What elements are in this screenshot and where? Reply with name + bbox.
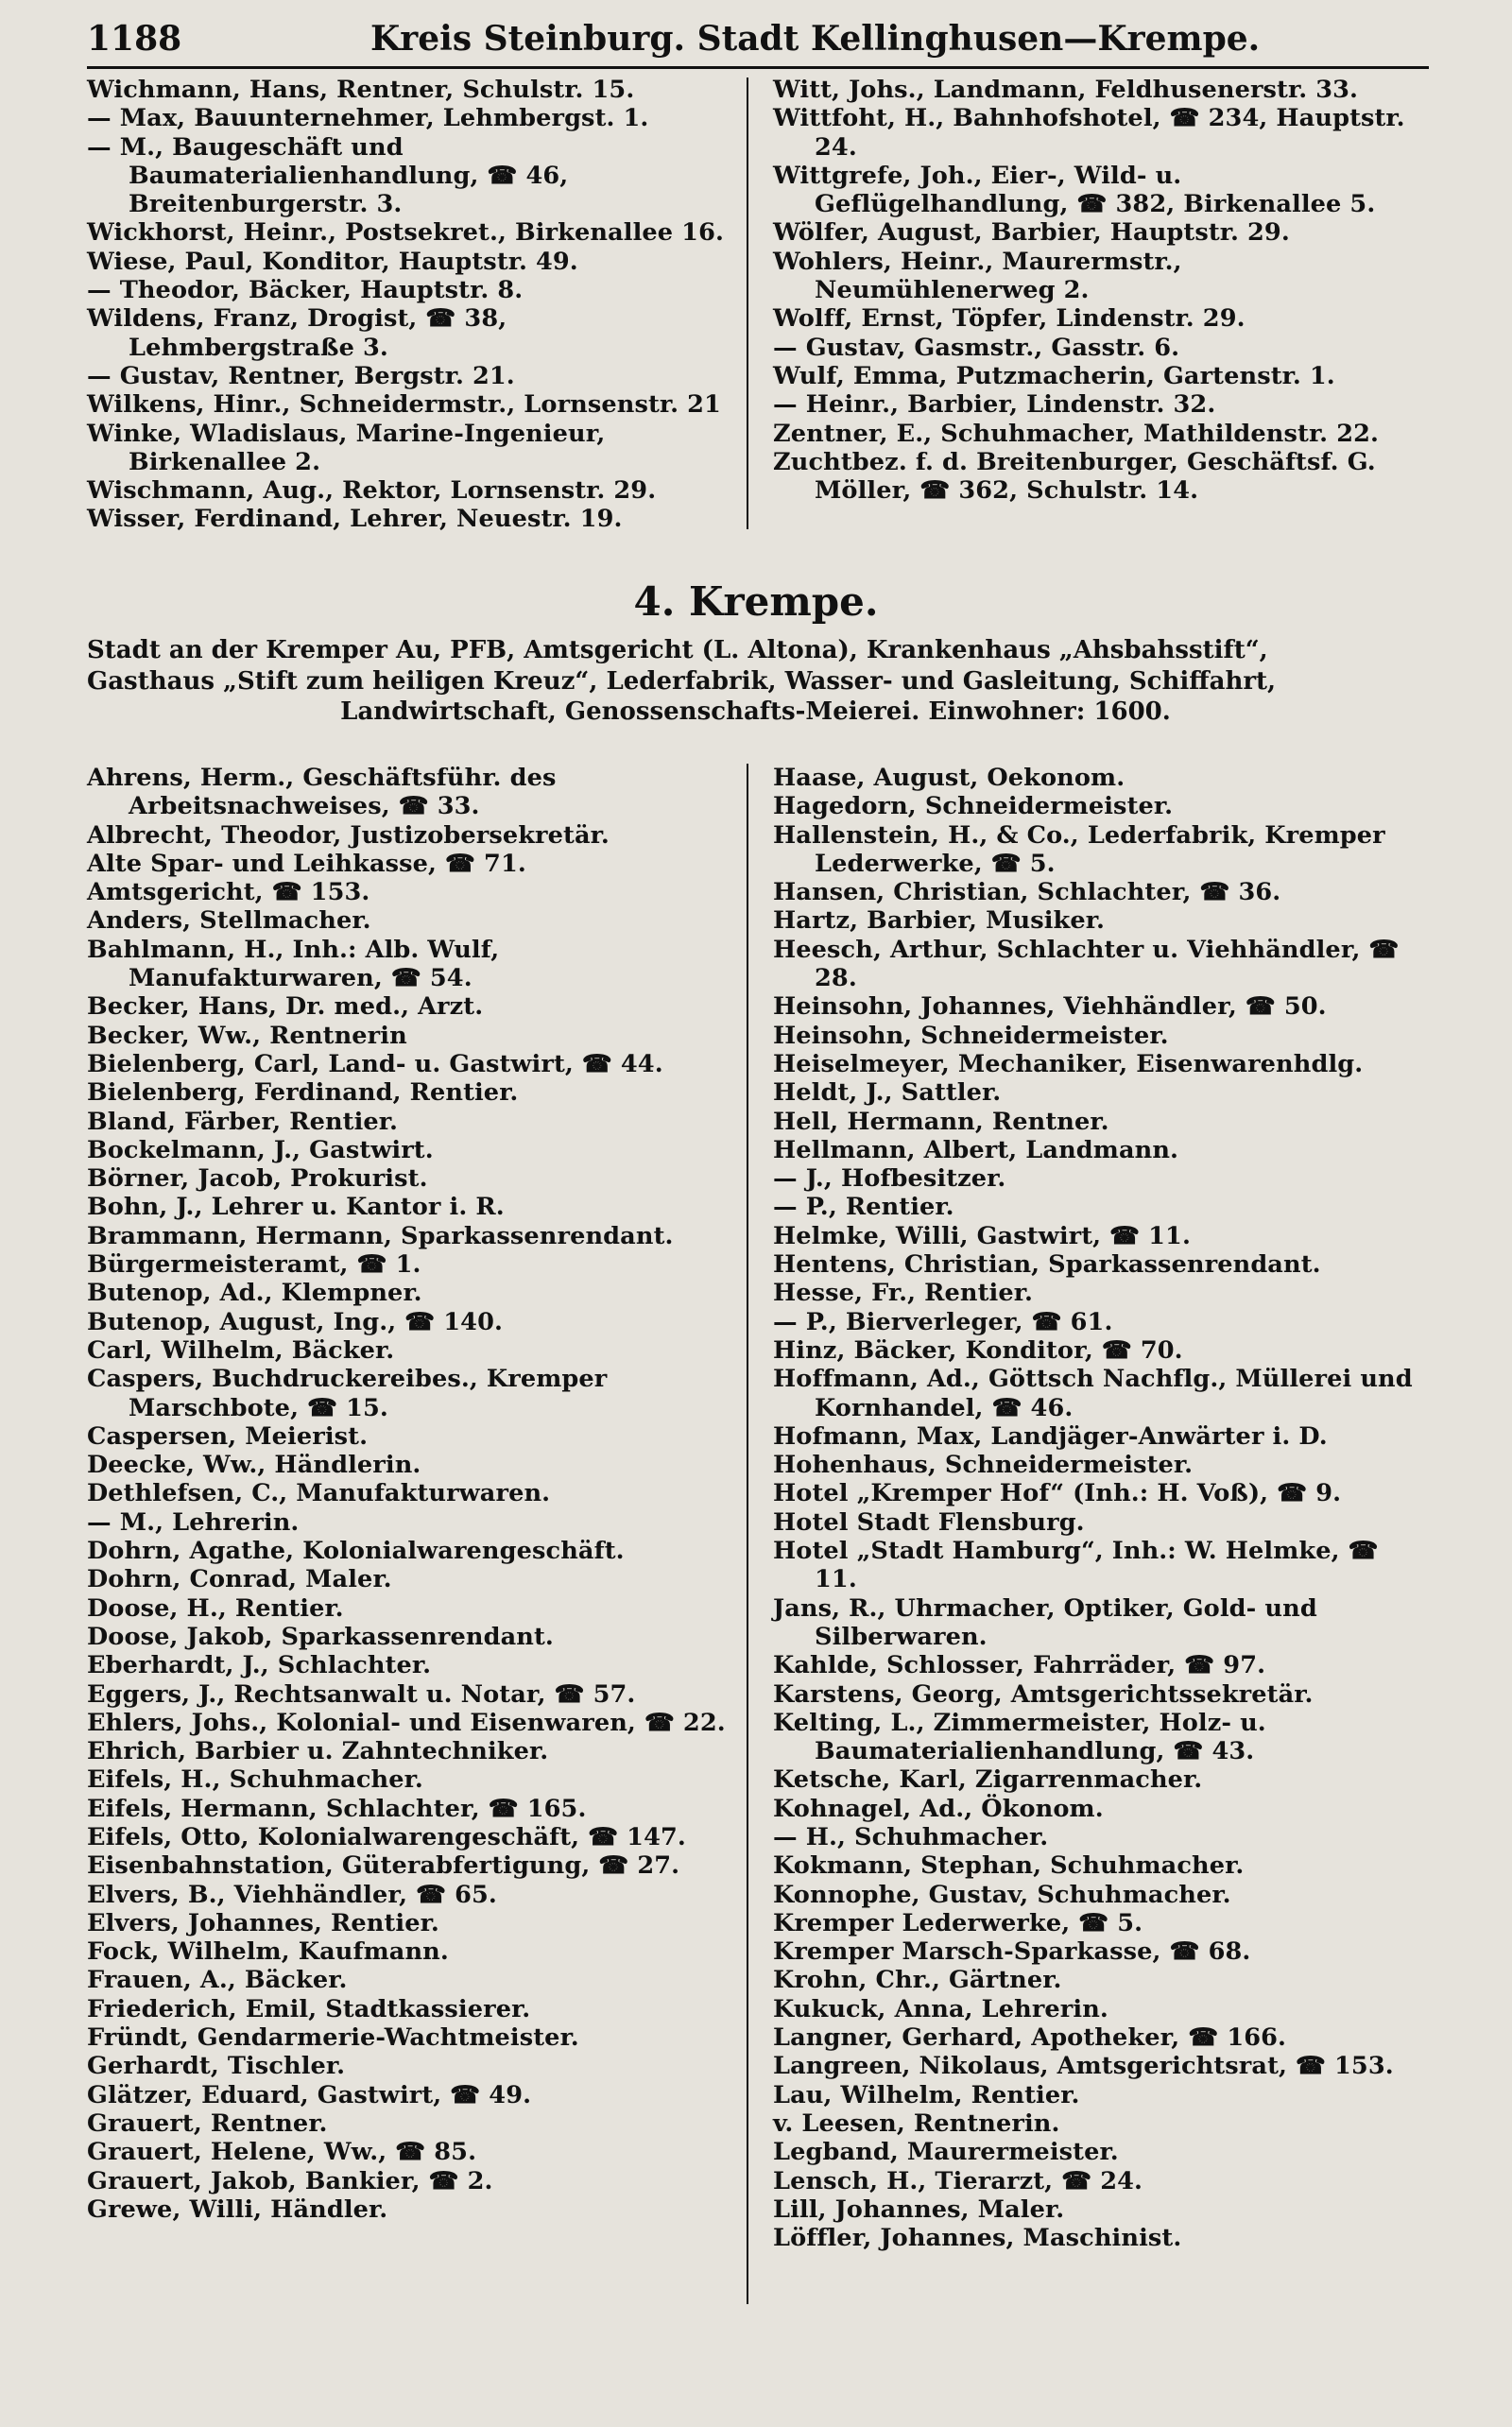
list-item: Becker, Hans, Dr. med., Arzt.	[87, 992, 484, 1022]
list-item: Wilkens, Hinr., Schneidermstr., Lornsenstr. 21	[87, 390, 721, 420]
list-item: — Gustav, Rentner, Bergstr. 21.	[87, 361, 515, 390]
list-item: Hentens, Christian, Sparkassenrendant.	[773, 1250, 1321, 1280]
list-item: Hotel „Stadt Hamburg“, Inh.: W. Helmke, ☎ 11.	[773, 1537, 1379, 1594]
list-item: — Theodor, Bäcker, Hauptstr. 8.	[87, 276, 524, 305]
list-item: Amtsgericht, ☎ 153.	[87, 878, 370, 907]
list-item: Brammann, Hermann, Sparkassenrendant.	[87, 1221, 674, 1250]
list-item: Hellmann, Albert, Landmann.	[773, 1135, 1179, 1164]
list-item: Doose, H., Rentier.	[87, 1593, 344, 1623]
list-item: Anders, Stellmacher.	[87, 906, 371, 936]
section-title: 4. Krempe.	[633, 578, 879, 625]
list-item: Fock, Wilhelm, Kaufmann.	[87, 1937, 449, 1967]
list-item: Frauen, A., Bäcker.	[87, 1966, 348, 1995]
list-item: Hagedorn, Schneidermeister.	[773, 792, 1174, 821]
list-item: Hansen, Christian, Schlachter, ☎ 36.	[773, 878, 1281, 907]
list-item: Bohn, J., Lehrer u. Kantor i. R.	[87, 1193, 505, 1222]
list-item: Wisser, Ferdinand, Lehrer, Neuestr. 19.	[87, 505, 623, 534]
list-item: Legband, Maurermeister.	[773, 2138, 1119, 2167]
town-description	[87, 635, 1424, 728]
list-item: Hesse, Fr., Rentier.	[773, 1279, 1034, 1308]
list-item: Dohrn, Conrad, Maler.	[87, 1565, 392, 1594]
list-item: Albrecht, Theodor, Justizobersekretär.	[87, 820, 610, 850]
list-item: Heldt, J., Sattler.	[773, 1078, 1002, 1108]
list-item: Börner, Jacob, Prokurist.	[87, 1164, 428, 1194]
list-item: Hinz, Bäcker, Konditor, ☎ 70.	[773, 1335, 1183, 1365]
list-item: — Max, Bauunternehmer, Lehmbergst. 1.	[87, 104, 649, 133]
list-item: Jans, R., Uhrmacher, Optiker, Gold- und Silberwaren.	[773, 1593, 1317, 1651]
list-item: Winke, Wladislaus, Marine-Ingenieur, Birkenallee 2.	[87, 419, 606, 476]
list-item: Wildens, Franz, Drogist, ☎ 38, Lehmbergstraße 3.	[87, 304, 507, 362]
list-item: Bland, Färber, Rentier.	[87, 1107, 399, 1136]
list-item: Krohn, Chr., Gärtner.	[773, 1966, 1062, 1995]
list-item: Wolff, Ernst, Töpfer, Lindenstr. 29.	[773, 304, 1246, 334]
list-item: Gerhardt, Tischler.	[87, 2052, 346, 2081]
list-item: Grauert, Rentner.	[87, 2109, 328, 2138]
list-item: Eifels, Hermann, Schlachter, ☎ 165.	[87, 1794, 587, 1823]
list-item: — Heinr., Barbier, Lindenstr. 32.	[773, 390, 1216, 420]
list-item: Wölfer, August, Barbier, Hauptstr. 29.	[773, 218, 1290, 248]
list-item: Kohnagel, Ad., Ökonom.	[773, 1794, 1104, 1823]
list-item: Wittfoht, H., Bahnhofshotel, ☎ 234, Hauptstr. 24.	[773, 104, 1405, 162]
list-item: Caspers, Buchdruckereibes., Kremper Marschbote, ☎ 15.	[87, 1365, 608, 1422]
list-item: Elvers, B., Viehhändler, ☎ 65.	[87, 1880, 497, 1909]
list-item: Löffler, Johannes, Maschinist.	[773, 2224, 1182, 2253]
list-item: — H., Schuhmacher.	[773, 1822, 1049, 1851]
list-item: Eggers, J., Rechtsanwalt u. Notar, ☎ 57.	[87, 1679, 636, 1709]
list-item: Bürgermeisteramt, ☎ 1.	[87, 1250, 421, 1280]
list-item: Wiese, Paul, Konditor, Hauptstr. 49.	[87, 247, 578, 276]
list-item: Dohrn, Agathe, Kolonialwarengeschäft.	[87, 1537, 625, 1566]
list-item: Alte Spar- und Leihkasse, ☎ 71.	[87, 849, 526, 878]
list-item: Wichmann, Hans, Rentner, Schulstr. 15.	[87, 76, 635, 104]
bottom-left-column	[87, 764, 730, 2224]
bottom-column-divider	[747, 764, 748, 2304]
town-description-line: Stadt an der Kremper Au, PFB, Amtsgericht (L. Altona), Krankenhaus „Ahsbahsstift“,	[87, 636, 1268, 664]
list-item: Wischmann, Aug., Rektor, Lornsenstr. 29.	[87, 476, 657, 506]
list-item: Lau, Wilhelm, Rentier.	[773, 2080, 1080, 2109]
list-item: Hotel „Kremper Hof“ (Inh.: H. Voß), ☎ 9.	[773, 1479, 1342, 1508]
list-item: Kukuck, Anna, Lehrerin.	[773, 1994, 1108, 2023]
list-item: Hallenstein, H., & Co., Lederfabrik, Kremper Lederwerke, ☎ 5.	[773, 820, 1385, 878]
list-item: Eifels, Otto, Kolonialwarengeschäft, ☎ 147.	[87, 1822, 686, 1851]
list-item: Glätzer, Eduard, Gastwirt, ☎ 49.	[87, 2080, 532, 2109]
top-left-column	[87, 76, 730, 534]
list-item: Bockelmann, J., Gastwirt.	[87, 1135, 434, 1164]
list-item: Hotel Stadt Flensburg.	[773, 1507, 1085, 1537]
list-item: Haase, August, Oekonom.	[773, 764, 1125, 792]
list-item: Hoffmann, Ad., Göttsch Nachflg., Müllerei und Kornhandel, ☎ 46.	[773, 1365, 1413, 1422]
list-item: Hohenhaus, Schneidermeister.	[773, 1451, 1194, 1480]
list-item: Witt, Johs., Landmann, Feldhusenerstr. 33.	[773, 76, 1359, 104]
list-item: Zentner, E., Schuhmacher, Mathildenstr. 22.	[773, 419, 1380, 448]
list-item: Elvers, Johannes, Rentier.	[87, 1908, 439, 1937]
list-item: v. Leesen, Rentnerin.	[773, 2109, 1060, 2138]
list-item: Fründt, Gendarmerie-Wachtmeister.	[87, 2023, 579, 2053]
list-item: Bahlmann, H., Inh.: Alb. Wulf, Manufakturwaren, ☎ 54.	[87, 935, 500, 993]
list-item: Hell, Hermann, Rentner.	[773, 1107, 1109, 1136]
list-item: Hartz, Barbier, Musiker.	[773, 906, 1106, 936]
list-item: — Gustav, Gasmstr., Gasstr. 6.	[773, 333, 1180, 362]
list-item: Wickhorst, Heinr., Postsekret., Birkenallee 16.	[87, 218, 725, 248]
list-item: Doose, Jakob, Sparkassenrendant.	[87, 1622, 554, 1651]
running-title: Kreis Steinburg. Stadt Kellinghusen—Krempe.	[370, 19, 1261, 59]
town-description-line: Gasthaus „Stift zum heiligen Kreuz“, Lederfabrik, Wasser- und Gasleitung, Schiffahrt,	[87, 666, 1277, 696]
list-item: Ahrens, Herm., Geschäftsführ. des Arbeitsnachweises, ☎ 33.	[87, 764, 557, 821]
list-item: Wohlers, Heinr., Maurermstr., Neumühlenerweg 2.	[773, 247, 1182, 305]
list-item: Ehrich, Barbier u. Zahntechniker.	[87, 1737, 549, 1766]
list-item: Becker, Ww., Rentnerin	[87, 1021, 407, 1050]
list-item: Bielenberg, Ferdinand, Rentier.	[87, 1078, 519, 1108]
bottom-right-column	[773, 764, 1425, 2252]
list-item: — J., Hofbesitzer.	[773, 1164, 1006, 1194]
list-item: — M., Lehrerin.	[87, 1507, 300, 1537]
list-item: Butenop, Ad., Klempner.	[87, 1279, 422, 1308]
list-item: — P., Rentier.	[773, 1193, 954, 1222]
list-item: Deecke, Ww., Händlerin.	[87, 1451, 421, 1480]
list-item: Langreen, Nikolaus, Amtsgerichtsrat, ☎ 153.	[773, 2052, 1394, 2081]
list-item: Friederich, Emil, Stadtkassierer.	[87, 1994, 531, 2023]
list-item: — P., Bierverleger, ☎ 61.	[773, 1307, 1113, 1336]
town-description-line: Landwirtschaft, Genossenschafts-Meierei. Einwohner: 1600.	[340, 697, 1171, 726]
list-item: Zuchtbez. f. d. Breitenburger, Geschäftsf. G. Möller, ☎ 362, Schulstr. 14.	[773, 447, 1376, 506]
list-item: Kremper Lederwerke, ☎ 5.	[773, 1908, 1143, 1937]
list-item: Kahlde, Schlosser, Fahrräder, ☎ 97.	[773, 1651, 1266, 1680]
list-item: Eifels, H., Schuhmacher.	[87, 1765, 423, 1795]
list-item: — M., Baugeschäft und Baumaterialienhandlung, ☎ 46, Breitenburgerstr. 3.	[87, 132, 569, 219]
list-item: Kremper Marsch-Sparkasse, ☎ 68.	[773, 1937, 1251, 1967]
page-number: 1188	[87, 19, 182, 59]
list-item: Kelting, L., Zimmermeister, Holz- u. Baumaterialienhandlung, ☎ 43.	[773, 1708, 1266, 1766]
list-item: Grewe, Willi, Händler.	[87, 2195, 388, 2224]
list-item: Konnophe, Gustav, Schuhmacher.	[773, 1880, 1231, 1909]
top-right-column	[773, 76, 1425, 505]
list-item: Heiselmeyer, Mechaniker, Eisenwarenhdlg.	[773, 1049, 1364, 1078]
header-rule	[87, 66, 1429, 69]
list-item: Lensch, H., Tierarzt, ☎ 24.	[773, 2166, 1143, 2195]
list-item: Heesch, Arthur, Schlachter u. Viehhändler, ☎ 28.	[773, 935, 1400, 993]
list-item: Dethlefsen, C., Manufakturwaren.	[87, 1479, 551, 1508]
list-item: Karstens, Georg, Amtsgerichtssekretär.	[773, 1679, 1314, 1709]
list-item: Caspersen, Meierist.	[87, 1421, 369, 1451]
list-item: Eberhardt, J., Schlachter.	[87, 1651, 432, 1680]
page-header	[87, 13, 1429, 64]
list-item: Wulf, Emma, Putzmacherin, Gartenstr. 1.	[773, 361, 1335, 390]
list-item: Wittgrefe, Joh., Eier-, Wild- u. Geflügelhandlung, ☎ 382, Birkenallee 5.	[773, 161, 1376, 219]
list-item: Ehlers, Johs., Kolonial- und Eisenwaren, ☎ 22.	[87, 1708, 726, 1737]
list-item: Heinsohn, Johannes, Viehhändler, ☎ 50.	[773, 992, 1327, 1022]
list-item: Heinsohn, Schneidermeister.	[773, 1021, 1169, 1050]
list-item: Lill, Johannes, Maler.	[773, 2195, 1065, 2224]
list-item: Helmke, Willi, Gastwirt, ☎ 11.	[773, 1221, 1191, 1250]
list-item: Butenop, August, Ing., ☎ 140.	[87, 1307, 503, 1336]
list-item: Kokmann, Stephan, Schuhmacher.	[773, 1851, 1245, 1881]
list-item: Eisenbahnstation, Güterabfertigung, ☎ 27.	[87, 1851, 680, 1881]
list-item: Grauert, Helene, Ww., ☎ 85.	[87, 2138, 477, 2167]
list-item: Ketsche, Karl, Zigarrenmacher.	[773, 1765, 1203, 1795]
list-item: Langner, Gerhard, Apotheker, ☎ 166.	[773, 2023, 1287, 2053]
list-item: Bielenberg, Carl, Land- u. Gastwirt, ☎ 44.	[87, 1049, 663, 1078]
top-column-divider	[747, 77, 748, 529]
list-item: Hofmann, Max, Landjäger-Anwärter i. D.	[773, 1421, 1328, 1451]
list-item: Grauert, Jakob, Bankier, ☎ 2.	[87, 2166, 493, 2195]
list-item: Carl, Wilhelm, Bäcker.	[87, 1335, 395, 1365]
